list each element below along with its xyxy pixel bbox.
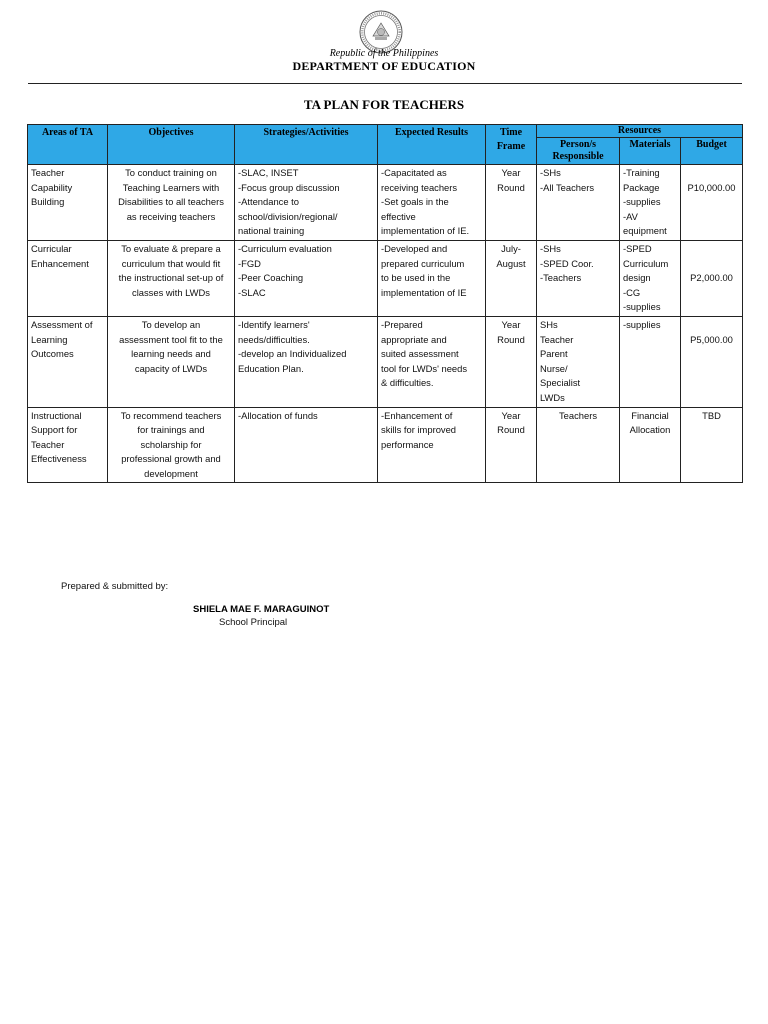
cell-strategies (235, 165, 378, 241)
cell-line: implementation of IE (381, 286, 467, 298)
cell-line: Financial (631, 409, 669, 421)
cell-line: -SLAC (238, 286, 266, 298)
cell-line: Round (497, 181, 525, 193)
header-areas: Areas of TA (28, 125, 108, 165)
cell-line: Disabilities to all teachers (118, 196, 224, 208)
header-materials: Materials (620, 138, 681, 165)
cell-line: receiving teachers (381, 181, 458, 193)
cell-time-frame (486, 240, 537, 316)
cell-area (28, 240, 108, 316)
cell-time-frame (486, 316, 537, 407)
cell-area (28, 316, 108, 407)
cell-expected-results (378, 240, 486, 316)
cell-line: development (144, 467, 198, 479)
cell-line: implementation of IE. (381, 225, 470, 237)
cell-line: -Identify learners' (238, 318, 310, 330)
cell-line: Outcomes (31, 348, 74, 360)
cell-line: -Training (623, 167, 660, 178)
header-strategies: Strategies/Activities (235, 125, 378, 165)
table-row (28, 240, 743, 316)
cell-line: national training (238, 225, 305, 237)
cell-area (28, 165, 108, 241)
cell-line: -Set goals in the (381, 196, 449, 208)
cell-line: Teacher (31, 438, 65, 450)
cell-line: classes with LWDs (132, 286, 210, 298)
cell-time-frame (486, 165, 537, 241)
cell-line: capacity of LWDs (134, 362, 208, 374)
header-expected-results: Expected Results (378, 125, 486, 165)
cell-line: Curricular (31, 242, 72, 254)
prepared-label: Prepared & submitted by: (61, 581, 169, 592)
cell-line: -SLAC, INSET (238, 167, 299, 178)
cell-line: -Peer Coaching (238, 272, 304, 284)
cell-line: Education Plan. (238, 362, 304, 374)
cell-line: -All Teachers (540, 181, 595, 193)
cell-line: Teaching Learners with (122, 181, 220, 193)
cell-budget: P10,000.00 (681, 165, 743, 241)
cell-line: August (496, 257, 526, 269)
cell-line: -Teachers (540, 272, 582, 284)
signer-name: SHIELA MAE F. MARAGUINOT (193, 604, 330, 615)
cell-line: scholarship for (140, 438, 202, 450)
table-row (28, 316, 743, 407)
cell-line: tool for LWDs' needs (381, 362, 468, 374)
cell-line: Teacher (31, 167, 65, 178)
cell-expected-results (378, 165, 486, 241)
cell-line: -Curriculum evaluation (238, 242, 332, 254)
cell-line: Year (501, 167, 521, 178)
cell-line: Year (501, 318, 521, 330)
cell-objective (108, 407, 235, 483)
cell-line: -supplies (623, 318, 661, 330)
cell-line: Building (31, 196, 65, 208)
cell-line: -supplies (623, 301, 661, 313)
cell-line: appropriate and (381, 333, 447, 345)
cell-line: prepared curriculum (381, 257, 465, 269)
cell-objective (108, 316, 235, 407)
cell-line: -Prepared (381, 318, 423, 330)
cell-strategies (235, 316, 378, 407)
cell-line: -SHs (540, 242, 561, 254)
cell-line: Specialist (540, 377, 581, 389)
cell-line: effective (381, 210, 416, 222)
cell-line: -FGD (238, 257, 261, 269)
department-name: DEPARTMENT OF EDUCATION (292, 59, 476, 73)
cell-objective (108, 240, 235, 316)
cell-line: skills for improved (381, 424, 457, 436)
cell-line: -SHs (540, 167, 561, 178)
cell-line: Capability (31, 181, 73, 193)
cell-line: Year (501, 409, 521, 421)
cell-line: for trainings and (137, 424, 205, 436)
cell-line: professional growth and (121, 453, 221, 465)
cell-line: -Focus group discussion (238, 181, 340, 193)
cell-line: design (623, 272, 651, 284)
cell-line: Assessment of (31, 318, 93, 330)
cell-line: Effectiveness (31, 453, 87, 465)
cell-line: -CG (623, 286, 641, 298)
cell-area (28, 407, 108, 483)
cell-line: needs/difficulties. (238, 333, 310, 345)
cell-line: to be used in the (381, 272, 451, 284)
cell-line: SHs (540, 318, 558, 330)
cell-line: Support for (31, 424, 78, 436)
cell-strategies (235, 407, 378, 483)
cell-expected-results (378, 407, 486, 483)
cell-time-frame (486, 407, 537, 483)
cell-line: Allocation (629, 424, 671, 436)
cell-strategies (235, 240, 378, 316)
cell-materials (620, 316, 681, 407)
table-row (28, 407, 743, 483)
header-budget: Budget (681, 138, 743, 165)
signer-title: School Principal (219, 617, 288, 628)
cell-line: Round (497, 424, 525, 436)
cell-line: & difficulties. (381, 377, 434, 389)
cell-line: To develop an (141, 318, 201, 330)
cell-line: curriculum that would fit (121, 257, 221, 269)
cell-expected-results (378, 316, 486, 407)
header-resources: Resources (537, 125, 743, 138)
cell-persons-responsible (537, 316, 620, 407)
header-objectives: Objectives (108, 125, 235, 165)
cell-line: -supplies (623, 196, 661, 208)
header-divider (28, 83, 742, 84)
cell-line: performance (381, 438, 434, 450)
cell-line: as receiving teachers (126, 210, 216, 222)
cell-line: Enhancement (31, 257, 89, 269)
cell-line: Nurse/ (540, 362, 568, 374)
cell-line: Curriculum (623, 257, 669, 269)
header-time-frame: Time Frame (486, 125, 537, 165)
cell-materials (620, 407, 681, 483)
cell-line: -AV (623, 210, 638, 222)
cell-line: Round (497, 333, 525, 345)
cell-materials (620, 240, 681, 316)
cell-line: suited assessment (381, 348, 459, 360)
cell-line: -SPED (623, 242, 652, 254)
cell-line: -Developed and (381, 242, 448, 254)
cell-line: -develop an Individualized (238, 348, 347, 360)
cell-line: To evaluate & prepare a (121, 242, 221, 254)
cell-line: the instructional set-up of (118, 272, 224, 284)
cell-line: -SPED Coor. (540, 257, 594, 269)
cell-persons-responsible (537, 407, 620, 483)
header-persons-responsible: Person/s Responsible (537, 138, 620, 165)
cell-line: assessment tool fit to the (119, 333, 223, 345)
cell-objective (108, 165, 235, 241)
cell-line: July- (501, 242, 521, 254)
cell-budget: P2,000.00 (681, 240, 743, 316)
cell-line: equipment (623, 225, 667, 237)
cell-line: -Capacitated as (381, 167, 447, 178)
cell-line: school/division/regional/ (238, 210, 338, 222)
cell-line: learning needs and (131, 348, 211, 360)
cell-line: Teachers (558, 409, 598, 421)
cell-persons-responsible (537, 165, 620, 241)
cell-line: Package (623, 181, 660, 193)
cell-line: To conduct training on (125, 167, 217, 178)
table-row (28, 165, 743, 241)
ta-plan-table (27, 124, 743, 483)
cell-line: Learning (31, 333, 68, 345)
cell-budget: P5,000.00 (681, 316, 743, 407)
document-title: TA PLAN FOR TEACHERS (303, 97, 465, 112)
cell-budget: TBD (681, 407, 743, 483)
cell-persons-responsible (537, 240, 620, 316)
cell-line: Teacher (540, 333, 574, 345)
cell-line: Parent (540, 348, 568, 360)
republic-label: Republic of the Philippines (329, 48, 439, 59)
cell-line: -Attendance to (238, 196, 299, 208)
cell-line: Instructional (31, 409, 82, 421)
cell-line: -Allocation of funds (238, 409, 318, 421)
cell-materials (620, 165, 681, 241)
cell-line: To recommend teachers (120, 409, 222, 421)
cell-line: -Enhancement of (381, 409, 453, 421)
cell-line: LWDs (540, 391, 565, 403)
